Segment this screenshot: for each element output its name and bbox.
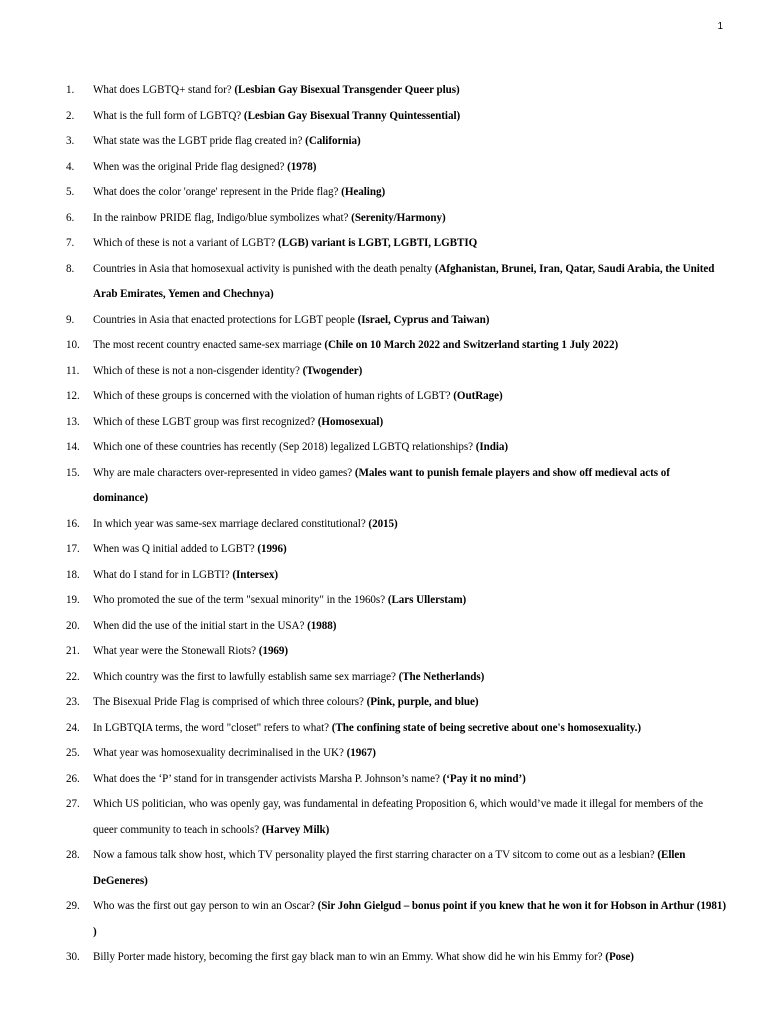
question-text: The most recent country enacted same-sex marriage (93, 339, 322, 351)
list-item (66, 741, 726, 767)
answer-text: (Twogender) (302, 364, 363, 377)
question-text: Countries in Asia that homosexual activity is punished with the death penalty (93, 262, 433, 275)
list-item-number: 29. (66, 900, 80, 912)
list-item (66, 792, 726, 843)
question-text: What does LGBTQ+ stand for? (93, 84, 232, 96)
list-item-number: 9. (66, 313, 75, 326)
answer-text: (OutRage) (453, 390, 503, 402)
list-item (66, 435, 726, 461)
list-item (66, 129, 726, 155)
list-item-number: 24. (66, 721, 80, 734)
list-item-number: 17. (66, 543, 80, 555)
question-text: Which of these LGBT group was first recognized? (93, 415, 316, 428)
answer-text: (Healing) (341, 186, 386, 198)
answer-text: (1978) (287, 160, 317, 173)
question-text: When was Q initial added to LGBT? (93, 543, 255, 555)
list-item-number: 2. (66, 109, 75, 122)
list-item (66, 333, 726, 359)
list-item (66, 563, 726, 589)
list-item-number: 16. (66, 517, 80, 530)
list-item-number: 14. (66, 441, 80, 453)
question-text: Who promoted the sue of the term "sexual minority" in the 1960s? (93, 594, 386, 606)
question-text: What year was homosexuality decriminalised in the UK? (93, 747, 344, 759)
list-item-number: 19. (66, 594, 80, 606)
list-item (66, 104, 726, 130)
question-text: Countries in Asia that enacted protections for LGBT people (93, 313, 355, 326)
answer-text: (India) (475, 441, 509, 453)
answer-text: (Intersex) (232, 568, 279, 581)
list-item-number: 22. (66, 670, 80, 683)
answer-text: (Israel, Cyprus and Taiwan) (357, 313, 490, 326)
answer-text: (Lesbian Gay Bisexual Tranny Quintessential) (243, 109, 461, 122)
answer-text: (1969) (258, 645, 289, 657)
answer-text: (1996) (257, 543, 287, 555)
list-item-number: 30. (66, 951, 80, 963)
list-item-number: 12. (66, 390, 80, 402)
question-text: Why are male characters over-represented in video games? (93, 466, 353, 479)
list-item (66, 894, 726, 945)
list-item-number: 1. (66, 84, 75, 96)
answer-text: (Pink, purple, and blue) (366, 696, 479, 708)
question-text: What is the full form of LGBTQ? (93, 109, 242, 122)
list-item (66, 690, 726, 716)
list-item (66, 512, 726, 538)
list-item-number: 25. (66, 747, 80, 759)
list-item (66, 945, 726, 971)
question-text: Which of these is not a variant of LGBT? (93, 237, 276, 249)
list-item (66, 78, 726, 104)
question-text: Now a famous talk show host, which TV personality played the first starring character on a TV sitcom to come out as a lesbian? (93, 849, 655, 861)
list-item-number: 4. (66, 160, 75, 173)
question-text: Billy Porter made history, becoming the first gay black man to win an Emmy. What show did he win his Emmy for? (93, 951, 603, 963)
question-list (66, 78, 726, 971)
question-text: In the rainbow PRIDE flag, Indigo/blue symbolizes what? (93, 211, 349, 224)
answer-text: (Males want to punish female players and show off medieval acts of dominance) (93, 466, 670, 504)
list-item (66, 588, 726, 614)
list-item (66, 231, 726, 257)
list-item (66, 155, 726, 181)
answer-text: (Harvey Milk) (261, 823, 330, 836)
answer-text: (Homosexual) (317, 415, 384, 428)
question-text: What year were the Stonewall Riots? (93, 645, 257, 657)
question-text: Which country was the first to lawfully establish same sex marriage? (93, 670, 396, 683)
list-item-number: 6. (66, 211, 75, 224)
page-number: 1 (717, 21, 723, 32)
answer-text: (Ellen DeGeneres) (93, 849, 686, 887)
list-item (66, 180, 726, 206)
list-item-number: 5. (66, 186, 75, 198)
list-item (66, 257, 726, 308)
question-text: When was the original Pride flag designed? (93, 160, 285, 173)
list-item (66, 359, 726, 385)
answer-text: (The Netherlands) (398, 670, 485, 683)
list-item-number: 27. (66, 798, 80, 810)
question-text: What state was the LGBT pride flag created in? (93, 135, 303, 147)
answer-text: (2015) (368, 517, 398, 530)
list-item-number: 28. (66, 849, 80, 861)
question-text: Who was the first out gay person to win an Oscar? (93, 900, 315, 912)
list-item (66, 767, 726, 793)
list-item-number: 7. (66, 237, 75, 249)
question-text: In LGBTQIA terms, the word "closet" refers to what? (93, 721, 330, 734)
list-item (66, 384, 726, 410)
list-item-number: 21. (66, 645, 80, 657)
question-text: Which of these groups is concerned with the violation of human rights of LGBT? (93, 390, 451, 402)
list-item (66, 716, 726, 742)
answer-text: (Sir John Gielgud – bonus point if you knew that he won it for Hobson in Arthur (1981) ) (93, 900, 726, 938)
list-item (66, 639, 726, 665)
answer-text: (1988) (307, 619, 337, 632)
list-item (66, 410, 726, 436)
question-text: What do I stand for in LGBTI? (93, 568, 230, 581)
question-text: When did the use of the initial start in the USA? (93, 619, 305, 632)
question-text: In which year was same-sex marriage declared constitutional? (93, 517, 366, 530)
answer-text: (Lesbian Gay Bisexual Transgender Queer plus) (234, 84, 460, 96)
answer-text: (Pose) (605, 951, 634, 963)
list-item-number: 13. (66, 415, 80, 428)
answer-text: (Afghanistan, Brunei, Iran, Qatar, Saudi Arabia, the United Arab Emirates, Yemen and Chechnya) (93, 262, 715, 300)
list-item (66, 665, 726, 691)
answer-text: (Serenity/Harmony) (351, 211, 446, 224)
question-text: Which one of these countries has recently (Sep 2018) legalized LGBTQ relationships? (93, 441, 474, 453)
list-item-number: 23. (66, 696, 80, 708)
question-text: The Bisexual Pride Flag is comprised of which three colours? (93, 696, 364, 708)
list-item-number: 26. (66, 772, 80, 785)
question-text: What does the ‘P’ stand for in transgender activists Marsha P. Johnson’s name? (93, 772, 440, 785)
list-item-number: 20. (66, 619, 80, 632)
answer-text: (LGB) variant is LGBT, LGBTI, LGBTIQ (277, 237, 478, 249)
question-text: What does the color 'orange' represent in the Pride flag? (93, 186, 339, 198)
list-item (66, 206, 726, 232)
answer-text: (‘Pay it no mind’) (442, 772, 526, 785)
list-item (66, 461, 726, 512)
list-item-number: 10. (66, 339, 80, 351)
list-item-number: 3. (66, 135, 75, 147)
answer-text: (Chile on 10 March 2022 and Switzerland starting 1 July 2022) (324, 339, 619, 351)
answer-text: (1967) (346, 747, 376, 759)
list-item-number: 15. (66, 466, 80, 479)
list-item (66, 614, 726, 640)
list-item-number: 8. (66, 262, 75, 275)
answer-text: (The confining state of being secretive about one's homosexuality.) (331, 721, 641, 734)
answer-text: (California) (305, 135, 361, 147)
list-item (66, 308, 726, 334)
list-item-number: 11. (66, 364, 80, 377)
question-text: Which US politician, who was openly gay, was fundamental in defeating Proposition 6, which would’ve made it illegal for members of the queer community to teach in schools? (93, 798, 703, 836)
list-item (66, 537, 726, 563)
list-item-number: 18. (66, 568, 80, 581)
question-text: Which of these is not a non-cisgender identity? (93, 364, 300, 377)
answer-text: (Lars Ullerstam) (387, 594, 467, 606)
list-item (66, 843, 726, 894)
